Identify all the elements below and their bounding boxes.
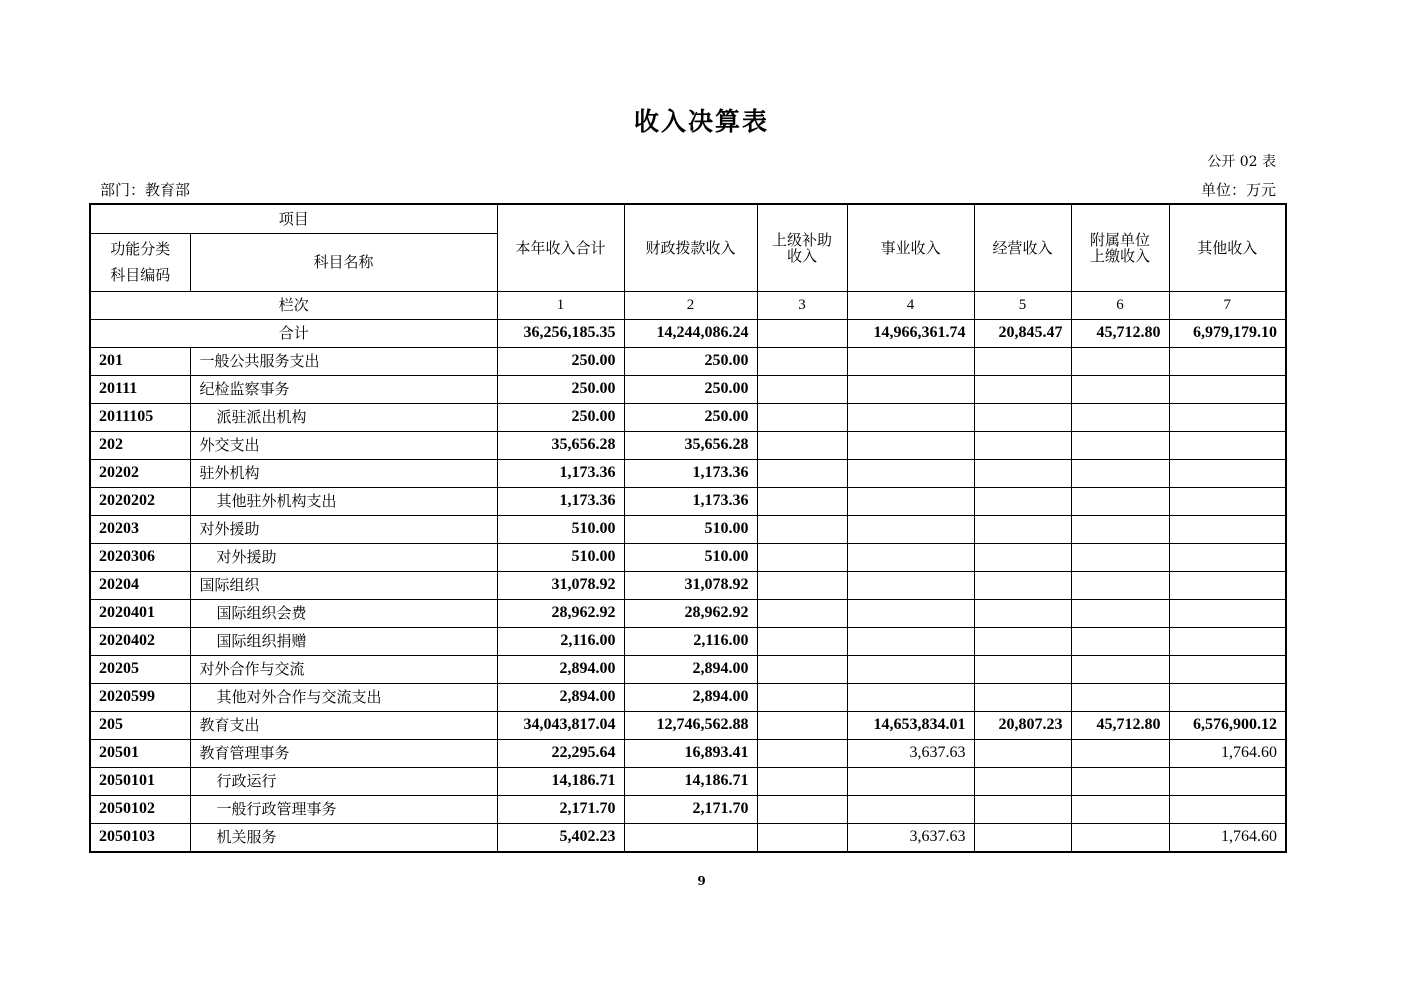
value-col-7: 6,576,900.12 (1169, 711, 1286, 739)
subject-code: 2020202 (90, 487, 190, 515)
table-row (90, 683, 1286, 711)
total-value-col-2: 14,244,086.24 (624, 319, 757, 347)
total-value-col-3 (757, 319, 847, 347)
value-col-3 (757, 459, 847, 487)
subject-name: 教育管理事务 (190, 739, 497, 767)
header-superior: 上级补助收入 (757, 204, 847, 291)
value-col-4 (847, 571, 974, 599)
value-col-5 (974, 767, 1071, 795)
subject-name: 行政运行 (190, 767, 497, 795)
value-col-2: 28,962.92 (624, 599, 757, 627)
value-col-6 (1071, 655, 1169, 683)
value-col-7 (1169, 627, 1286, 655)
value-col-7 (1169, 347, 1286, 375)
header-affiliated: 附属单位上缴收入 (1071, 204, 1169, 291)
subject-code: 20501 (90, 739, 190, 767)
value-col-6 (1071, 683, 1169, 711)
page-title: 收入决算表 (633, 107, 769, 136)
value-col-1: 34,043,817.04 (497, 711, 624, 739)
value-col-4 (847, 459, 974, 487)
value-col-3 (757, 515, 847, 543)
value-col-3 (757, 767, 847, 795)
value-col-3 (757, 683, 847, 711)
value-col-7 (1169, 767, 1286, 795)
subject-code: 2020402 (90, 627, 190, 655)
table-row (90, 515, 1286, 543)
total-value-col-4: 14,966,361.74 (847, 319, 974, 347)
value-col-1: 2,894.00 (497, 683, 624, 711)
value-col-1: 2,894.00 (497, 655, 624, 683)
value-col-3 (757, 375, 847, 403)
value-col-5 (974, 543, 1071, 571)
value-col-4 (847, 403, 974, 431)
value-col-7 (1169, 655, 1286, 683)
subject-name: 一般公共服务支出 (190, 347, 497, 375)
header-other: 其他收入 (1169, 204, 1286, 291)
value-col-7 (1169, 487, 1286, 515)
value-col-6 (1071, 487, 1169, 515)
value-col-5 (974, 655, 1071, 683)
value-col-7: 1,764.60 (1169, 739, 1286, 767)
department-label: 部门：教育部 (100, 181, 191, 199)
value-col-6 (1071, 459, 1169, 487)
value-col-6 (1071, 515, 1169, 543)
value-col-3 (757, 627, 847, 655)
subject-code: 2050102 (90, 795, 190, 823)
value-col-6 (1071, 823, 1169, 852)
value-col-4 (847, 431, 974, 459)
value-col-4 (847, 599, 974, 627)
value-col-5 (974, 403, 1071, 431)
subject-code: 2050101 (90, 767, 190, 795)
value-col-4 (847, 655, 974, 683)
value-col-3 (757, 599, 847, 627)
value-col-1: 1,173.36 (497, 487, 624, 515)
value-col-3 (757, 655, 847, 683)
table-row (90, 739, 1286, 767)
value-col-7 (1169, 403, 1286, 431)
value-col-4: 3,637.63 (847, 739, 974, 767)
value-col-2: 250.00 (624, 347, 757, 375)
value-col-5 (974, 515, 1071, 543)
value-col-5 (974, 431, 1071, 459)
table-row (90, 571, 1286, 599)
value-col-7 (1169, 543, 1286, 571)
subject-code: 2020599 (90, 683, 190, 711)
table-row (90, 487, 1286, 515)
value-col-5 (974, 347, 1071, 375)
total-value-col-5: 20,845.47 (974, 319, 1071, 347)
subject-name: 其他驻外机构支出 (190, 487, 497, 515)
value-col-5 (974, 487, 1071, 515)
subject-name: 外交支出 (190, 431, 497, 459)
table-row (90, 823, 1286, 852)
header-total: 本年收入合计 (497, 204, 624, 291)
value-col-2: 510.00 (624, 543, 757, 571)
value-col-1: 250.00 (497, 347, 624, 375)
header-operating: 经营收入 (974, 204, 1071, 291)
column-number-5: 5 (974, 291, 1071, 319)
value-col-3 (757, 711, 847, 739)
column-number-1: 1 (497, 291, 624, 319)
value-col-4 (847, 795, 974, 823)
total-value-col-1: 36,256,185.35 (497, 319, 624, 347)
subject-name: 纪检监察事务 (190, 375, 497, 403)
total-value-col-7: 6,979,179.10 (1169, 319, 1286, 347)
table-row (90, 375, 1286, 403)
total-value-col-6: 45,712.80 (1071, 319, 1169, 347)
value-col-5 (974, 571, 1071, 599)
value-col-1: 250.00 (497, 375, 624, 403)
table-row (90, 627, 1286, 655)
value-col-5 (974, 823, 1071, 852)
subject-name: 对外援助 (190, 515, 497, 543)
value-col-1: 1,173.36 (497, 459, 624, 487)
header-func-code: 功能分类科目编码 (90, 233, 190, 291)
value-col-1: 35,656.28 (497, 431, 624, 459)
total-label: 合计 (90, 319, 497, 347)
value-col-3 (757, 431, 847, 459)
value-col-7 (1169, 375, 1286, 403)
value-col-4 (847, 487, 974, 515)
header-business: 事业收入 (847, 204, 974, 291)
value-col-5 (974, 739, 1071, 767)
value-col-7 (1169, 599, 1286, 627)
value-col-6 (1071, 739, 1169, 767)
subject-code: 20205 (90, 655, 190, 683)
table-row (90, 403, 1286, 431)
value-col-6 (1071, 403, 1169, 431)
value-col-6 (1071, 767, 1169, 795)
subject-code: 2050103 (90, 823, 190, 852)
value-col-4 (847, 767, 974, 795)
value-col-2 (624, 823, 757, 852)
form-number: 公开 02 表 (1207, 154, 1276, 170)
value-col-2: 35,656.28 (624, 431, 757, 459)
table-row (90, 599, 1286, 627)
value-col-5 (974, 627, 1071, 655)
subject-code: 20202 (90, 459, 190, 487)
value-col-2: 31,078.92 (624, 571, 757, 599)
table-row (90, 431, 1286, 459)
value-col-2: 2,894.00 (624, 683, 757, 711)
value-col-6: 45,712.80 (1071, 711, 1169, 739)
value-col-4 (847, 515, 974, 543)
value-col-7 (1169, 459, 1286, 487)
column-number-4: 4 (847, 291, 974, 319)
value-col-6 (1071, 431, 1169, 459)
page-number: 9 (697, 874, 706, 888)
value-col-6 (1071, 795, 1169, 823)
table-row (90, 543, 1286, 571)
value-col-4 (847, 683, 974, 711)
value-col-2: 1,173.36 (624, 487, 757, 515)
value-col-7: 1,764.60 (1169, 823, 1286, 852)
value-col-4 (847, 627, 974, 655)
value-col-5 (974, 683, 1071, 711)
value-col-1: 14,186.71 (497, 767, 624, 795)
value-col-5 (974, 599, 1071, 627)
value-col-3 (757, 795, 847, 823)
value-col-2: 12,746,562.88 (624, 711, 757, 739)
value-col-5 (974, 795, 1071, 823)
subject-name: 国际组织 (190, 571, 497, 599)
value-col-6 (1071, 571, 1169, 599)
subject-code: 201 (90, 347, 190, 375)
table-row (90, 655, 1286, 683)
subject-name: 国际组织会费 (190, 599, 497, 627)
value-col-3 (757, 571, 847, 599)
table-row (90, 795, 1286, 823)
value-col-1: 250.00 (497, 403, 624, 431)
subject-name: 派驻派出机构 (190, 403, 497, 431)
value-col-3 (757, 543, 847, 571)
header-subject-name: 科目名称 (190, 233, 497, 291)
header-project: 项目 (90, 204, 497, 233)
column-number-7: 7 (1169, 291, 1286, 319)
table-row (90, 767, 1286, 795)
subject-name: 一般行政管理事务 (190, 795, 497, 823)
value-col-7 (1169, 431, 1286, 459)
value-col-2: 250.00 (624, 375, 757, 403)
value-col-2: 2,171.70 (624, 795, 757, 823)
value-col-6 (1071, 627, 1169, 655)
value-col-3 (757, 823, 847, 852)
value-col-4 (847, 347, 974, 375)
income-final-accounts-table (89, 203, 1287, 853)
value-col-7 (1169, 515, 1286, 543)
subject-name: 对外合作与交流 (190, 655, 497, 683)
value-col-3 (757, 403, 847, 431)
subject-code: 202 (90, 431, 190, 459)
value-col-3 (757, 739, 847, 767)
header-column-label: 栏次 (90, 291, 497, 319)
value-col-6 (1071, 599, 1169, 627)
value-col-6 (1071, 347, 1169, 375)
value-col-2: 510.00 (624, 515, 757, 543)
value-col-3 (757, 487, 847, 515)
value-col-2: 14,186.71 (624, 767, 757, 795)
subject-name: 机关服务 (190, 823, 497, 852)
subject-name: 国际组织捐赠 (190, 627, 497, 655)
column-number-3: 3 (757, 291, 847, 319)
subject-name: 对外援助 (190, 543, 497, 571)
subject-name: 驻外机构 (190, 459, 497, 487)
value-col-1: 5,402.23 (497, 823, 624, 852)
column-number-6: 6 (1071, 291, 1169, 319)
value-col-2: 16,893.41 (624, 739, 757, 767)
value-col-1: 31,078.92 (497, 571, 624, 599)
table-row (90, 347, 1286, 375)
value-col-3 (757, 347, 847, 375)
value-col-7 (1169, 683, 1286, 711)
value-col-4: 3,637.63 (847, 823, 974, 852)
value-col-1: 510.00 (497, 515, 624, 543)
subject-code: 2020306 (90, 543, 190, 571)
table-row (90, 459, 1286, 487)
header-fiscal: 财政拨款收入 (624, 204, 757, 291)
subject-code: 205 (90, 711, 190, 739)
table-row (90, 711, 1286, 739)
value-col-5: 20,807.23 (974, 711, 1071, 739)
value-col-2: 250.00 (624, 403, 757, 431)
value-col-2: 2,116.00 (624, 627, 757, 655)
value-col-1: 22,295.64 (497, 739, 624, 767)
column-number-2: 2 (624, 291, 757, 319)
value-col-6 (1071, 375, 1169, 403)
value-col-1: 2,171.70 (497, 795, 624, 823)
value-col-6 (1071, 543, 1169, 571)
unit-label: 单位：万元 (1200, 181, 1276, 199)
subject-code: 20111 (90, 375, 190, 403)
value-col-2: 1,173.36 (624, 459, 757, 487)
value-col-5 (974, 459, 1071, 487)
subject-code: 20203 (90, 515, 190, 543)
value-col-1: 510.00 (497, 543, 624, 571)
value-col-7 (1169, 795, 1286, 823)
value-col-1: 2,116.00 (497, 627, 624, 655)
subject-name: 其他对外合作与交流支出 (190, 683, 497, 711)
subject-code: 20204 (90, 571, 190, 599)
subject-code: 2011105 (90, 403, 190, 431)
value-col-5 (974, 375, 1071, 403)
value-col-4 (847, 543, 974, 571)
subject-code: 2020401 (90, 599, 190, 627)
value-col-7 (1169, 571, 1286, 599)
value-col-2: 2,894.00 (624, 655, 757, 683)
value-col-1: 28,962.92 (497, 599, 624, 627)
value-col-4 (847, 375, 974, 403)
subject-name: 教育支出 (190, 711, 497, 739)
value-col-4: 14,653,834.01 (847, 711, 974, 739)
